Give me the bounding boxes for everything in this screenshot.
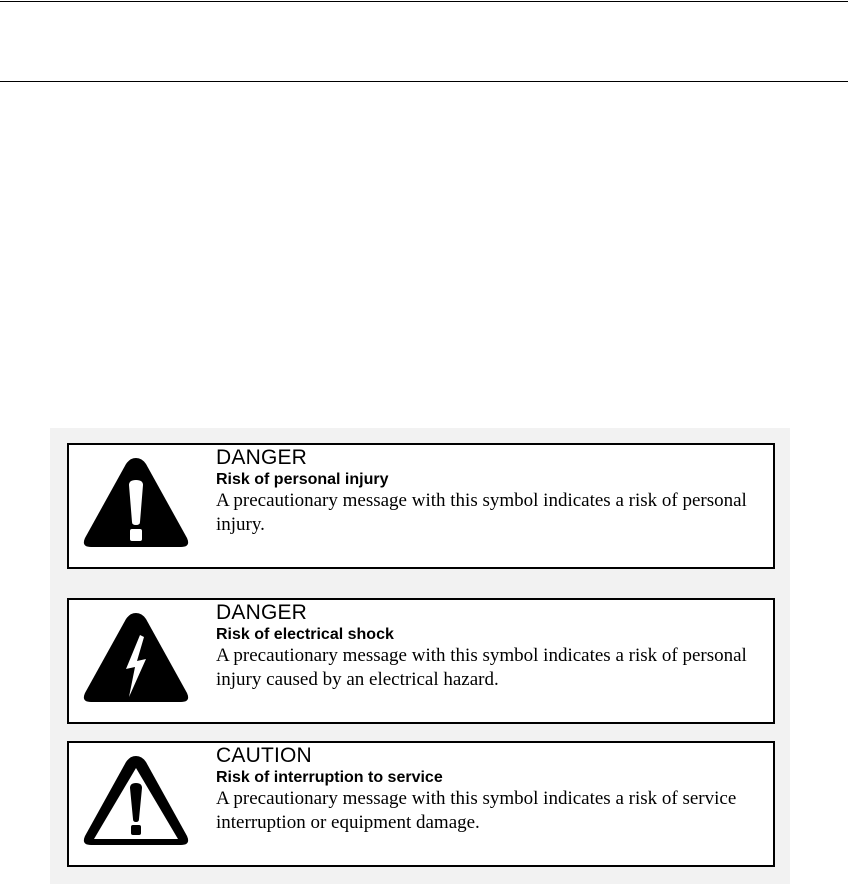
header-rule-bottom	[0, 81, 848, 82]
notice-level: DANGER	[216, 601, 308, 624]
notice-subtitle: Risk of electrical shock	[216, 626, 394, 643]
notice-body: A precautionary message with this symbol indicates a risk of service interruption or equipment damage.	[216, 788, 737, 833]
notice-level: CAUTION	[216, 744, 312, 767]
header-rule-top	[0, 1, 848, 2]
notice-subtitle: Risk of personal injury	[216, 471, 389, 488]
notice-danger-electrical-shock	[67, 598, 775, 724]
outline-exclamation-triangle-icon	[80, 750, 192, 850]
notice-level: DANGER	[216, 446, 308, 469]
filled-exclamation-triangle-icon	[80, 452, 192, 552]
notice-danger-personal-injury	[67, 443, 775, 569]
notice-text	[216, 600, 776, 692]
notice-body: A precautionary message with this symbol indicates a risk of personal injury.	[216, 490, 747, 535]
notice-text	[216, 743, 776, 835]
notice-text	[216, 445, 776, 537]
notice-subtitle: Risk of interruption to service	[216, 769, 443, 786]
notice-body: A precautionary message with this symbol indicates a risk of personal injury caused by an electrical hazard.	[216, 645, 747, 690]
notice-caution-interruption	[67, 741, 775, 867]
filled-lightning-triangle-icon	[80, 607, 192, 707]
